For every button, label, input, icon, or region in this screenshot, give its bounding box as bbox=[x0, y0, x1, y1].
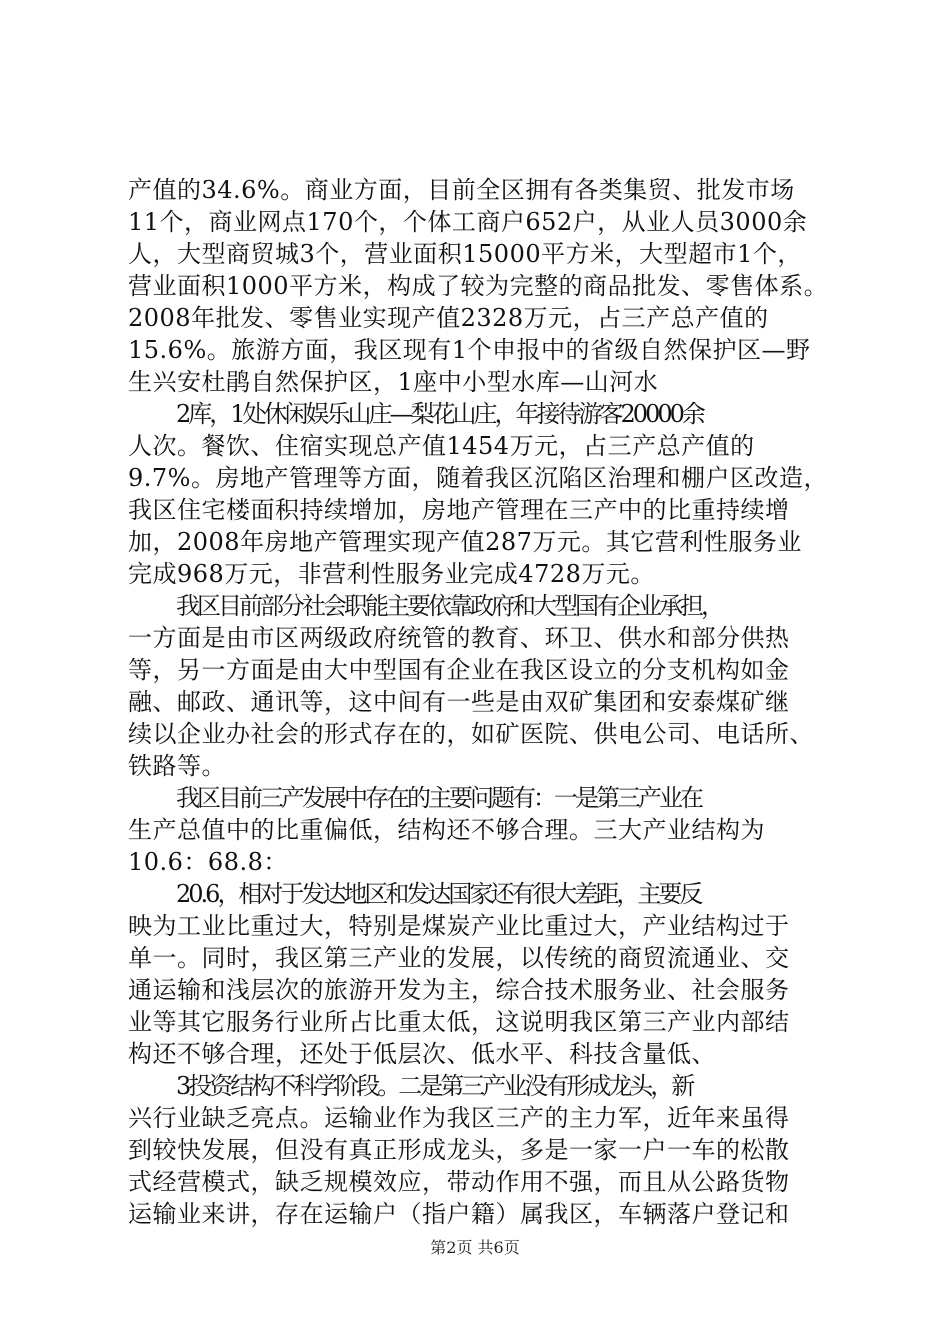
text-line: 构还不够合理，还处于低层次、低水平、科技含量低、 bbox=[128, 1040, 716, 1068]
text-line: 营业面积1000平方米，构成了较为完整的商品批发、零售体系。 bbox=[128, 272, 829, 300]
text-line: 2008年批发、零售业实现产值2328万元，占三产总产值的 bbox=[128, 304, 769, 332]
text-line: 人，大型商贸城3个，营业面积15000平方米，大型超市1个， bbox=[128, 240, 802, 268]
page-number-footer: 第2页 共6页 bbox=[430, 1238, 520, 1257]
text-line: 通运输和浅层次的旅游开发为主，综合技术服务业、社会服务 bbox=[128, 976, 790, 1004]
text-line: 单一。同时，我区第三产业的发展，以传统的商贸流通业、交 bbox=[128, 944, 790, 972]
text-line: 20.6，相对于发达地区和发达国家还有很大差距，主要反 bbox=[176, 880, 701, 908]
text-line: 续以企业办社会的形式存在的，如矿医院、供电公司、电话所、 bbox=[128, 720, 814, 748]
text-line: 完成968万元，非营利性服务业完成4728万元。 bbox=[128, 560, 655, 588]
text-line: 10.6：68.8： bbox=[128, 848, 288, 876]
text-line: 3投资结构不科学阶段。二是第三产业没有形成龙头，新 bbox=[176, 1072, 693, 1100]
text-line: 我区目前三产发展中存在的主要问题有：一是第三产业在 bbox=[176, 784, 701, 812]
text-line: 映为工业比重过大，特别是煤炭产业比重过大，产业结构过于 bbox=[128, 912, 790, 940]
text-line: 铁路等。 bbox=[128, 752, 226, 780]
text-line: 等，另一方面是由大中型国有企业在我区设立的分支机构如金 bbox=[128, 656, 790, 684]
text-line: 产值的34.6%。商业方面，目前全区拥有各类集贸、批发市场 bbox=[128, 176, 795, 204]
text-line: 生产总值中的比重偏低，结构还不够合理。三大产业结构为 bbox=[128, 816, 765, 844]
text-line: 9.7%。房地产管理等方面，随着我区沉陷区治理和棚户区改造， bbox=[128, 464, 828, 492]
text-line: 式经营模式，缺乏规模效应，带动作用不强，而且从公路货物 bbox=[128, 1168, 790, 1196]
text-line: 加，2008年房地产管理实现产值287万元。其它营利性服务业 bbox=[128, 528, 802, 556]
text-line: 生兴安杜鹃自然保护区，1座中小型水库—山河水 bbox=[128, 368, 659, 396]
text-line: 业等其它服务行业所占比重太低，这说明我区第三产业内部结 bbox=[128, 1008, 790, 1036]
text-line: 我区目前部分社会职能主要依靠政府和大型国有企业承担， bbox=[176, 592, 722, 620]
text-line: 到较快发展，但没有真正形成龙头，多是一家一户一车的松散 bbox=[128, 1136, 790, 1164]
text-line: 融、邮政、通讯等，这中间有一些是由双矿集团和安泰煤矿继 bbox=[128, 688, 790, 716]
text-line: 一方面是由市区两级政府统管的教育、环卫、供水和部分供热 bbox=[128, 624, 790, 652]
text-line: 15.6%。旅游方面，我区现有1个申报中的省级自然保护区—野 bbox=[128, 336, 811, 364]
text-line: 兴行业缺乏亮点。运输业作为我区三产的主力军，近年来虽得 bbox=[128, 1104, 790, 1132]
text-line: 2库，1处休闲娱乐山庄—梨花山庄，年接待游客20000余 bbox=[176, 400, 703, 428]
text-line: 我区住宅楼面积持续增加，房地产管理在三产中的比重持续增 bbox=[128, 496, 790, 524]
text-line: 人次。餐饮、住宿实现总产值1454万元，占三产总产值的 bbox=[128, 432, 755, 460]
text-line: 11个，商业网点170个，个体工商户652户，从业人员3000余 bbox=[128, 208, 808, 236]
text-line: 运输业来讲，存在运输户（指户籍）属我区，车辆落户登记和 bbox=[128, 1200, 790, 1228]
